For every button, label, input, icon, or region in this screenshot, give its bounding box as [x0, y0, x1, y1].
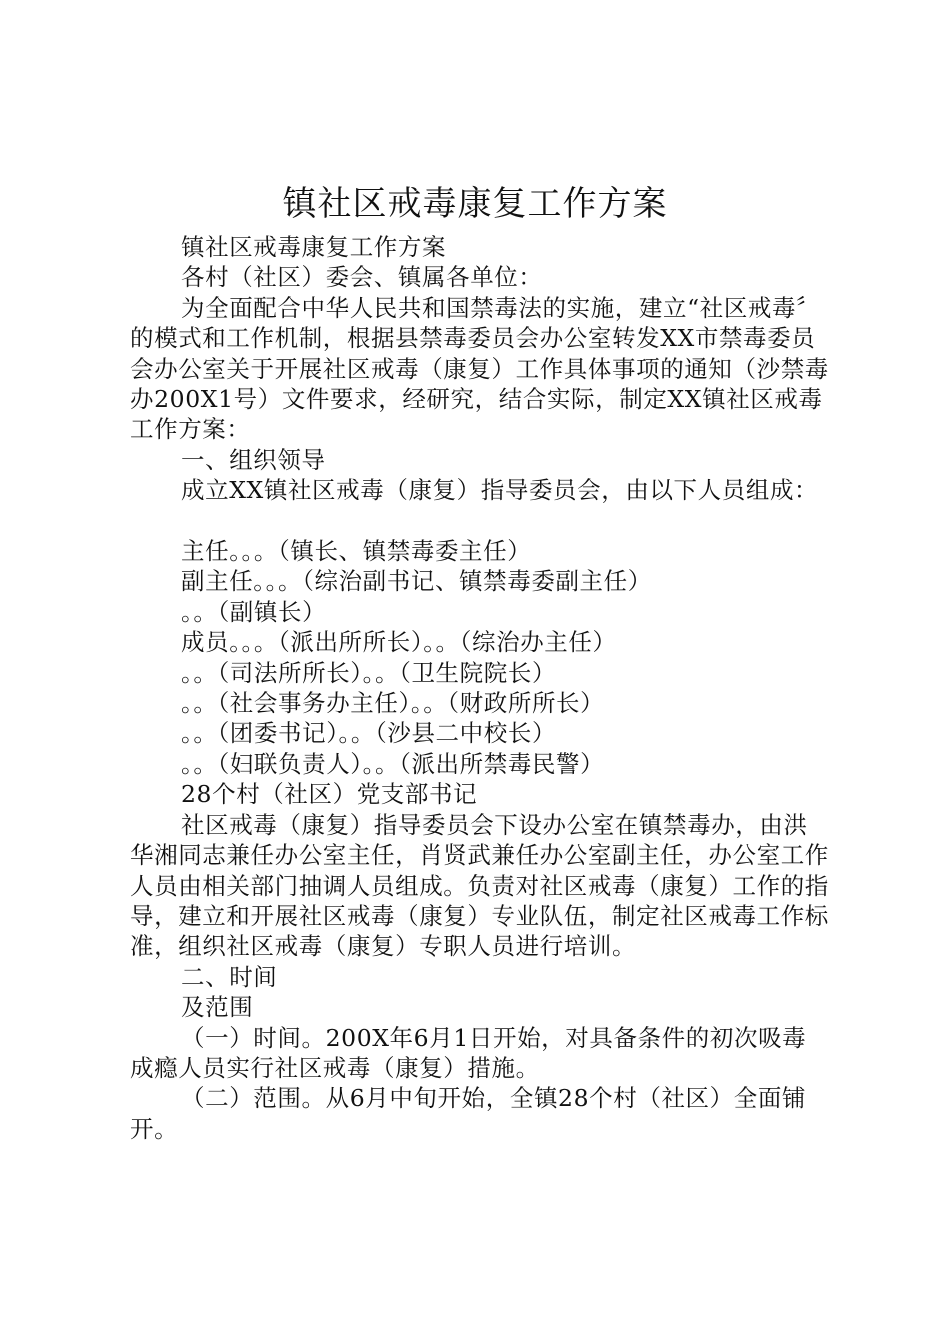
section-heading-scope: 及范围 [181, 993, 254, 1022]
committee-intro-line: 成立XX镇社区戒毒（康复）指导委员会，由以下人员组成： [181, 476, 819, 505]
subtitle-line: 镇社区戒毒康复工作方案 [181, 233, 447, 261]
blank-line [130, 506, 830, 536]
member-line-justice-health: 。。（司法所所长）。。（卫生院院长） [181, 658, 557, 687]
member-line-social-finance: 。。（社会事务办主任）。。（财政所所长） [181, 689, 605, 718]
addressee-line: 各村（社区）委会、镇属各单位： [181, 263, 543, 292]
member-line-director: 主任。。。（镇长、镇禁毒委主任） [181, 537, 532, 566]
scope-paragraph: （二）范围。从6月中旬开始，全镇28个村（社区）全面铺开。 [130, 1084, 807, 1143]
member-line-vice-mayor: 。。（副镇长） [181, 597, 327, 626]
member-line-women-police: 。。（妇联负责人）。。（派出所禁毒民警） [181, 749, 605, 778]
document-title: 镇社区戒毒康复工作方案 [282, 184, 668, 224]
section-heading-time: 二、时间 [181, 962, 278, 991]
member-line-league-school: 。。（团委书记）。。（沙县二中校长） [181, 719, 557, 748]
document-body [130, 232, 830, 1144]
office-paragraph: 社区戒毒（康复）指导委员会下设办公室在镇禁毒办，由洪华湘同志兼任办公室主任，肖贤武兼任办公室副主任，办公室工作人员由相关部门抽调人员组成。负责对社区戒毒（康复）工作的指导，建立和开展社区戒毒（康复）专业队伍，制定社区戒毒工作标准，组织社区戒毒（康复）专职人员进行培训。 [130, 810, 829, 961]
time-paragraph: （一）时间。200X年6月1日开始，对具备条件的初次吸毒成瘾人员实行社区戒毒（康复）措施。 [130, 1023, 807, 1082]
member-line-deputy-director: 副主任。。。（综治副书记、镇禁毒委副主任） [181, 567, 652, 596]
member-line-members: 成员。。。（派出所所长）。。（综治办主任） [181, 628, 617, 657]
section-heading-organization: 一、组织领导 [181, 445, 326, 474]
member-line-village-secretaries: 28个村（社区）党支部书记 [181, 780, 478, 809]
intro-paragraph: 为全面配合中华人民共和国禁毒法的实施，建立“社区戒毒〞的模式和工作机制，根据县禁毒委员会办公室转发XX市禁毒委员会办公室关于开展社区戒毒（康复）工作具体事项的通知（沙禁毒办200X1号）文件要求，经研究，结合实际，制定XX镇社区戒毒工作方案： [130, 293, 829, 444]
